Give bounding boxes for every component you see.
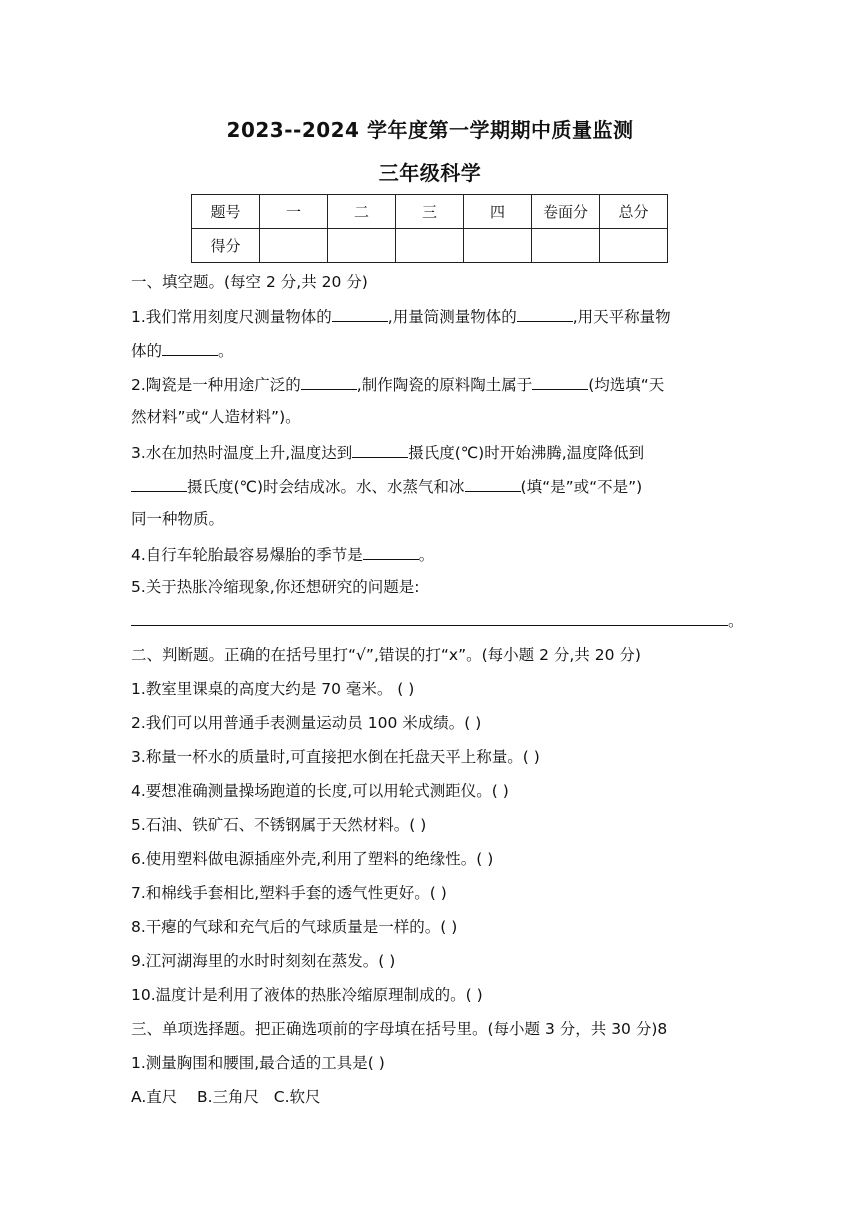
score-header-cell: 题号 <box>192 195 260 229</box>
fill-question-2-line2: 然材料”或“人造材料”)。 <box>131 408 301 426</box>
question-text: 3.水在加热时温度上升,温度达到 <box>131 444 353 462</box>
judge-question-4: 4.要想准确测量操场跑道的长度,可以用轮式测距仪。( ) <box>131 782 509 800</box>
fill-question-5-line2 <box>131 609 744 631</box>
section2-heading: 二、判断题。正确的在括号里打“√”,错误的打“x”。(每小题 2 分,共 20 分) <box>131 646 641 664</box>
judge-question-9: 9.江河湖海里的水时时刻刻在蒸发。( ) <box>131 952 396 970</box>
fill-question-3-line1 <box>131 441 644 463</box>
judge-question-1: 1.教室里课桌的高度大约是 70 毫米。 ( ) <box>131 680 415 698</box>
question-text: ,制作陶瓷的原料陶土属于 <box>356 376 533 394</box>
judge-question-8: 8.干瘪的气球和充气后的气球质量是一样的。( ) <box>131 918 458 936</box>
choice-question-1-options: A.直尺 B.三角尺 C.软尺 <box>131 1088 321 1106</box>
question-text: (填“是”或“不是”) <box>520 478 643 496</box>
fill-question-1-line2 <box>131 339 234 361</box>
judge-question-5: 5.石油、铁矿石、不锈钢属于天然材料。( ) <box>131 816 427 834</box>
fill-question-4 <box>131 543 434 565</box>
score-header-cell: 四 <box>464 195 532 229</box>
score-cell[interactable] <box>328 229 396 263</box>
question-text: 。 <box>418 546 435 564</box>
score-cell[interactable] <box>600 229 668 263</box>
judge-question-7: 7.和棉线手套相比,塑料手套的透气性更好。( ) <box>131 884 447 902</box>
question-text: 摄氏度(℃)时开始沸腾,温度降低到 <box>408 444 645 462</box>
question-text: ,用天平称量物 <box>572 308 671 326</box>
answer-long-blank[interactable] <box>131 609 728 626</box>
answer-blank[interactable] <box>332 305 388 322</box>
score-cell[interactable] <box>260 229 328 263</box>
answer-blank[interactable] <box>162 339 218 356</box>
score-header-cell: 三 <box>396 195 464 229</box>
section1-heading: 一、填空题。(每空 2 分,共 20 分) <box>131 273 368 291</box>
answer-blank[interactable] <box>517 305 573 322</box>
question-text: 1.我们常用刻度尺测量物体的 <box>131 308 332 326</box>
answer-blank[interactable] <box>301 373 357 390</box>
answer-blank[interactable] <box>532 373 588 390</box>
score-cell[interactable] <box>396 229 464 263</box>
question-text: 。 <box>218 342 234 360</box>
exam-subtitle: 三年级科学 <box>378 161 482 185</box>
fill-question-3-line2 <box>131 475 642 497</box>
question-text: 体的 <box>131 342 163 360</box>
question-text: ,用量筒测量物体的 <box>387 308 517 326</box>
score-header-cell: 卷面分 <box>532 195 600 229</box>
score-header-cell: 一 <box>260 195 328 229</box>
fill-question-5-line1: 5.关于热胀冷缩现象,你还想研究的问题是: <box>131 578 420 596</box>
answer-blank[interactable] <box>352 441 408 458</box>
fill-question-3-line3: 同一种物质。 <box>131 510 225 528</box>
question-text: 摄氏度(℃)时会结成冰。水、水蒸气和冰 <box>187 478 465 496</box>
answer-blank[interactable] <box>363 543 419 560</box>
answer-blank[interactable] <box>465 475 521 492</box>
question-text: (均选填“天 <box>588 376 665 394</box>
score-header-cell: 二 <box>328 195 396 229</box>
score-cell[interactable] <box>532 229 600 263</box>
section3-heading: 三、单项选择题。把正确选项前的字母填在括号里。(每小题 3 分，共 30 分)8 <box>131 1020 668 1038</box>
question-text: 。 <box>728 612 744 630</box>
score-header-cell: 总分 <box>600 195 668 229</box>
exam-title: 2023--2024 学年度第一学期期中质量监测 <box>226 118 634 142</box>
judge-question-3: 3.称量一杯水的质量时,可直接把水倒在托盘天平上称量。( ) <box>131 748 540 766</box>
question-text: 2.陶瓷是一种用途广泛的 <box>131 376 301 394</box>
fill-question-2-line1 <box>131 373 664 395</box>
judge-question-6: 6.使用塑料做电源插座外壳,利用了塑料的绝缘性。( ) <box>131 850 494 868</box>
fill-question-1-line1 <box>131 305 671 327</box>
score-cell[interactable] <box>464 229 532 263</box>
question-text: 4.自行车轮胎最容易爆胎的季节是 <box>131 546 363 564</box>
judge-question-10: 10.温度计是利用了液体的热胀冷缩原理制成的。( ) <box>131 986 483 1004</box>
score-table <box>191 194 668 263</box>
score-table-header-row <box>192 195 668 229</box>
score-row-label: 得分 <box>192 229 260 263</box>
choice-question-1: 1.测量胸围和腰围,最合适的工具是( ) <box>131 1054 385 1072</box>
score-table-score-row <box>192 229 668 263</box>
answer-blank[interactable] <box>131 475 187 492</box>
judge-question-2: 2.我们可以用普通手表测量运动员 100 米成绩。( ) <box>131 714 482 732</box>
